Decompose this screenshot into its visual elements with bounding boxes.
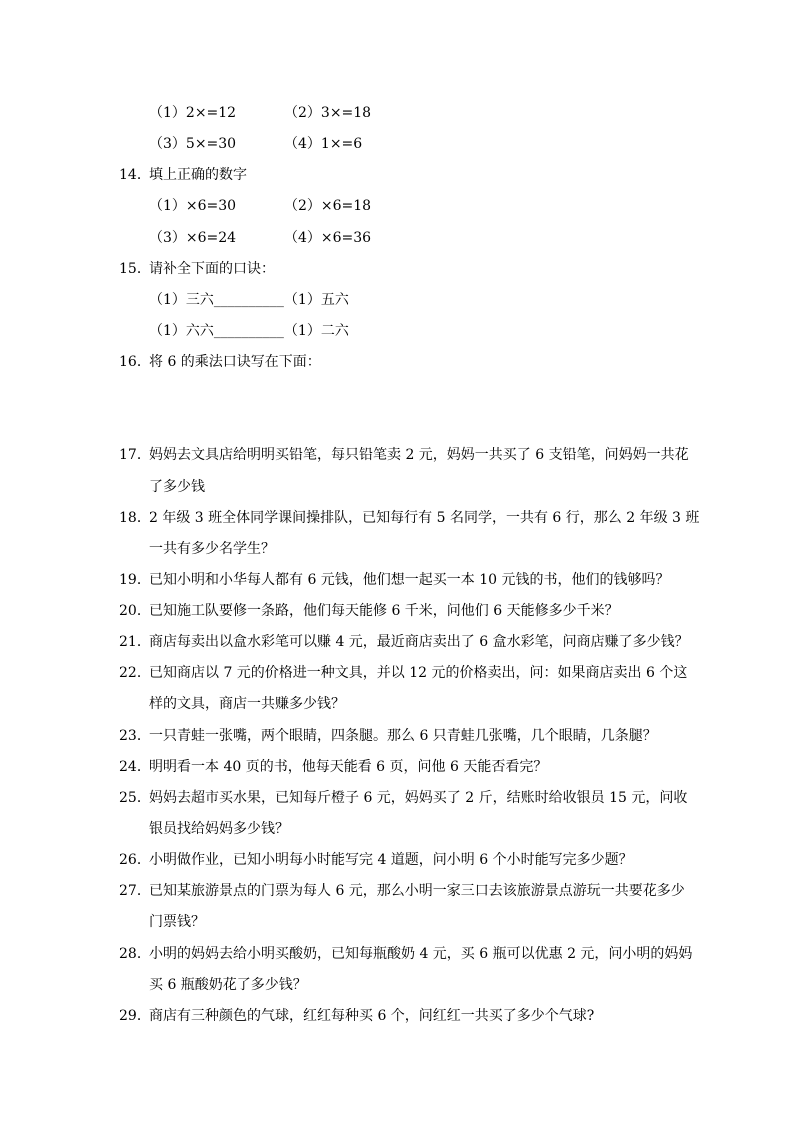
q18-number: 18． [119, 510, 151, 526]
q20-line1: 已知施工队要修一条路，他们每天能修 6 千米，问他们 6 天能修多少千米？ [149, 603, 619, 619]
q15-row1: （1）三六__________（1）五六 [149, 292, 349, 308]
q23-line1: 一只青蛙一张嘴，两个眼睛，四条腿。那么 6 只青蛙几张嘴，几个眼睛，几条腿？ [149, 728, 657, 744]
q26-line1: 小明做作业，已知小明每小时能写完 4 道题，问小明 6 个小时能写完多少题？ [149, 852, 633, 868]
q14-row2-a: （3）×6=24 [149, 230, 237, 246]
q21-number: 21． [119, 634, 151, 650]
q25-line1: 妈妈去超市买水果，已知每斤橙子 6 元，妈妈买了 2 斤，结账时给收银员 15 元，问收 [149, 790, 688, 806]
q25-number: 25． [119, 790, 151, 806]
top-row1-a: （1）2×=12 [149, 105, 237, 121]
q27-number: 27． [119, 883, 151, 899]
q28-line1: 小明的妈妈去给小明买酸奶，已知每瓶酸奶 4 元，买 6 瓶可以优惠 2 元，问小明的妈妈 [149, 946, 693, 962]
q24-line1: 明明看一本 40 页的书，他每天能看 6 页，问他 6 天能否看完？ [149, 759, 548, 775]
q22-line1: 已知商店以 7 元的价格进一种文具，并以 12 元的价格卖出，问：如果商店卖出 6 个这 [149, 665, 688, 681]
q15-row2: （1）六六__________（1）二六 [149, 323, 349, 339]
q29-line1: 商店有三种颜色的气球，红红每种买 6 个，问红红一共买了多少个气球? [149, 1008, 595, 1024]
q21-line1: 商店每卖出以盒水彩笔可以赚 4 元，最近商店卖出了 6 盒水彩笔，问商店赚了多少钱？ [149, 634, 689, 650]
q14-number: 14． [119, 167, 151, 183]
q22-line2: 样的文具，商店一共赚多少钱？ [149, 696, 345, 712]
q19-number: 19． [119, 572, 151, 588]
q16-text: 将 6 的乘法口诀写在下面： [149, 354, 321, 370]
q28-number: 28． [119, 946, 151, 962]
q18-line1: 2 年级 3 班全体同学课间操排队，已知每行有 5 名同学，一共有 6 行，那么 2 年级 3 班 [149, 510, 700, 526]
top-row2-a: （3）5×=30 [149, 136, 237, 152]
q15-number: 15． [119, 261, 151, 277]
q20-number: 20． [119, 603, 151, 619]
q27-line2: 门票钱？ [149, 914, 205, 930]
q17-line2: 了多少钱 [149, 479, 205, 495]
q16-number: 16． [119, 354, 151, 370]
q17-line1: 妈妈去文具店给明明买铅笔，每只铅笔卖 2 元，妈妈一共买了 6 支铅笔，问妈妈一共花 [149, 447, 689, 463]
q23-number: 23． [119, 728, 151, 744]
q25-line2: 银员找给妈妈多少钱？ [149, 821, 289, 837]
q28-line2: 买 6 瓶酸奶花了多少钱？ [149, 977, 307, 993]
q17-number: 17． [119, 447, 151, 463]
top-row2-b: （4）1×=6 [284, 136, 363, 152]
q29-number: 29． [119, 1008, 151, 1024]
q14-row1-b: （2）×6=18 [284, 198, 372, 214]
q26-number: 26． [119, 852, 151, 868]
q19-line1: 已知小明和小华每人都有 6 元钱，他们想一起买一本 10 元钱的书，他们的钱够吗？ [149, 572, 670, 588]
q22-number: 22． [119, 665, 151, 681]
top-row1-b: （2）3×=18 [284, 105, 372, 121]
q14-text: 填上正确的数字 [149, 167, 247, 183]
q24-number: 24． [119, 759, 151, 775]
q27-line1: 已知某旅游景点的门票为每人 6 元，那么小明一家三口去该旅游景点游玩一共要花多少 [149, 883, 685, 899]
q14-row2-b: （4）×6=36 [284, 230, 372, 246]
q14-row1-a: （1）×6=30 [149, 198, 237, 214]
q15-text: 请补全下面的口诀： [149, 261, 275, 277]
q18-line2: 一共有多少名学生？ [149, 541, 275, 557]
